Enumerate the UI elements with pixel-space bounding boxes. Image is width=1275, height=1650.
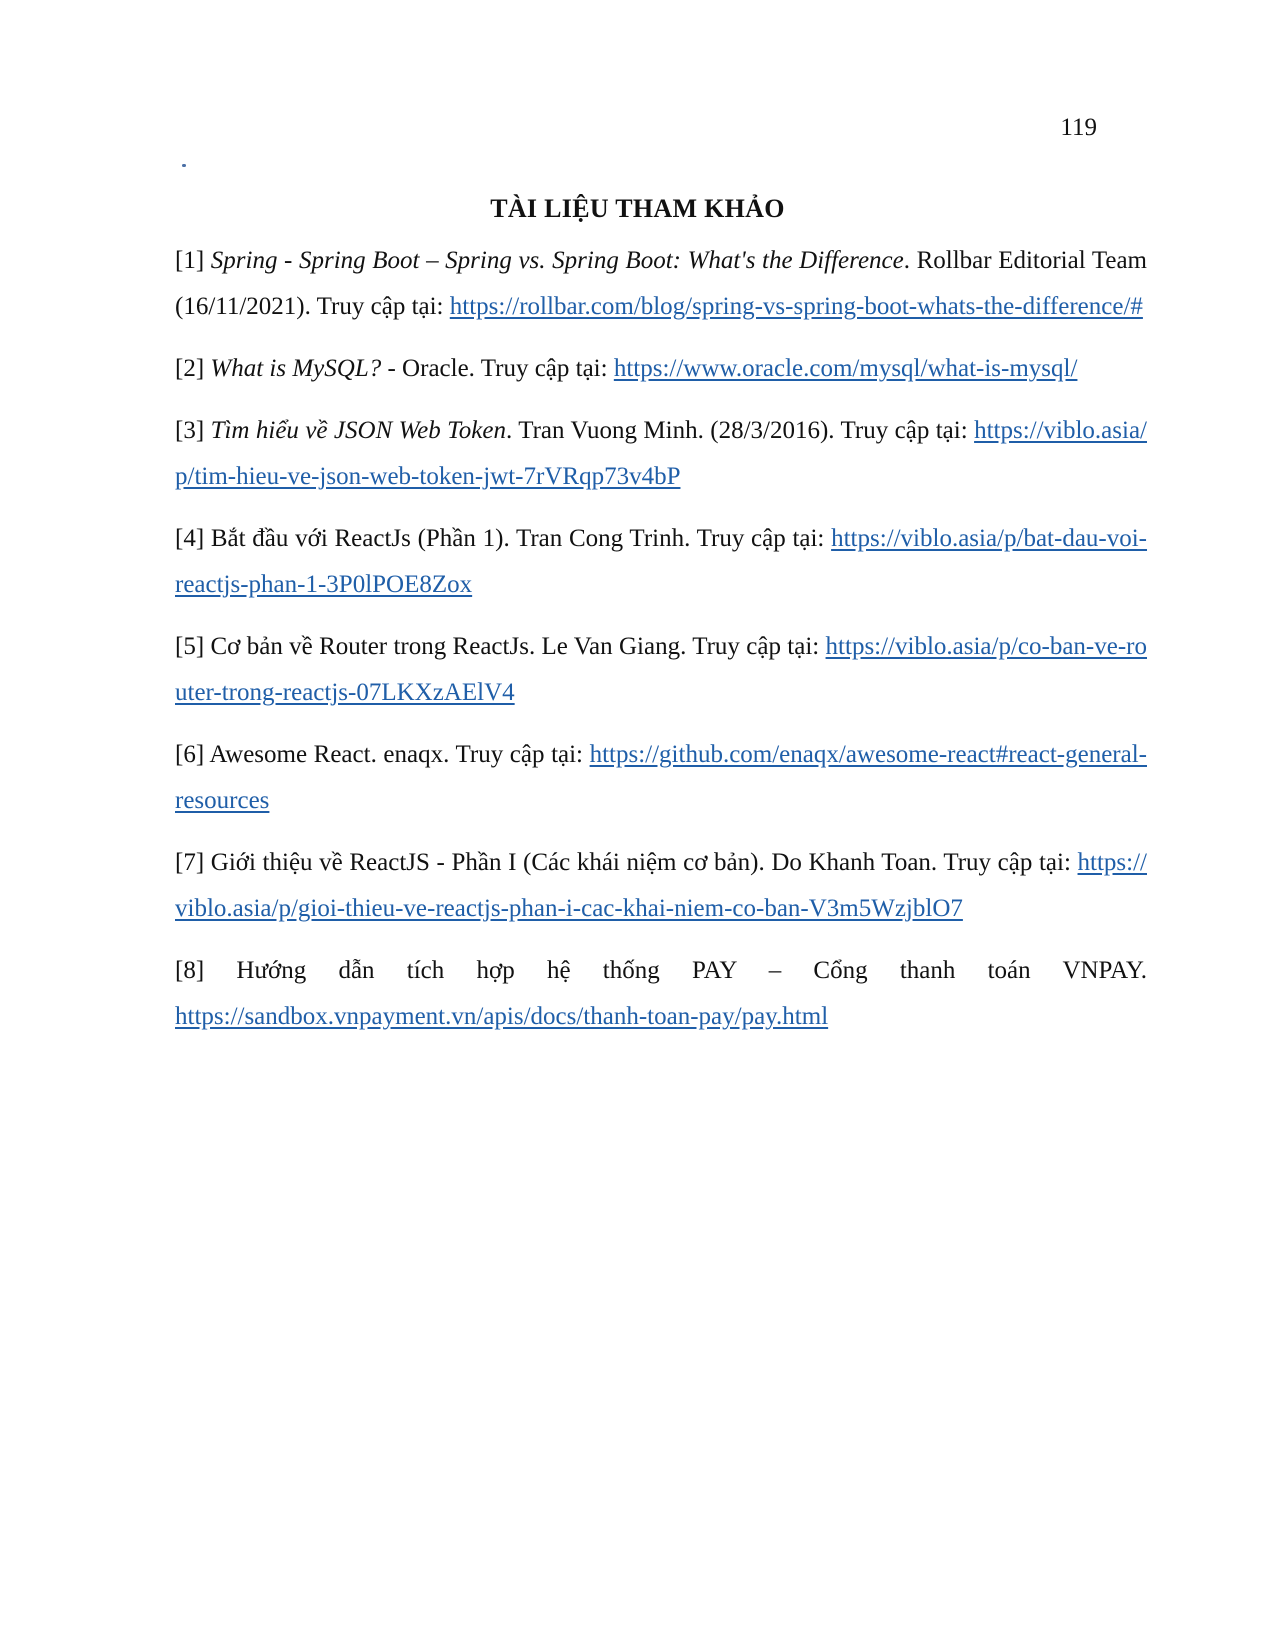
reference-link[interactable]: https://rollbar.com/blog/spring-vs-spring-boot-whats-the-difference/# <box>449 293 1143 320</box>
reference-item-3 <box>175 408 1147 500</box>
reference-item-1 <box>175 238 1147 330</box>
reference-details: . Do Khanh Toan. Truy cập tại: <box>758 849 1078 876</box>
reference-link[interactable]: https://sandbox.vnpayment.vn/apis/docs/thanh-toan-pay/pay.html <box>175 1003 829 1030</box>
reference-link[interactable]: https://viblo.asia/p/tim-hieu-ve-json-web-token-jwt-7rVRqp73v4bP <box>175 417 1147 490</box>
reference-link[interactable]: https://github.com/enaqx/awesome-react#react-general-resources <box>175 741 1147 814</box>
reference-title: Awesome React <box>209 741 371 768</box>
reference-details: - Oracle. Truy cập tại: <box>381 355 614 382</box>
reference-details: . Rollbar Editorial Team (16/11/2021). Truy cập tại: <box>175 247 1147 320</box>
page-number: 119 <box>1060 114 1097 141</box>
reference-item-7 <box>175 840 1147 932</box>
reference-title: Cơ bản về Router trong ReactJs <box>210 633 529 660</box>
reference-index: [6] <box>175 741 205 768</box>
reference-link[interactable]: https://viblo.asia/p/bat-dau-voi-reactjs-phan-1-3P0lPOE8Zox <box>175 525 1148 598</box>
reference-item-8 <box>175 948 1147 1040</box>
reference-item-5 <box>175 624 1147 716</box>
reference-title: Bắt đầu với ReactJs (Phần 1) <box>210 525 504 552</box>
references-heading: TÀI LIỆU THAM KHẢO <box>490 194 785 223</box>
reference-details: . <box>1140 957 1147 984</box>
reference-details: . Le Van Giang. Truy cập tại: <box>528 633 826 660</box>
reference-link[interactable]: https://www.oracle.com/mysql/what-is-mysql/ <box>613 355 1078 382</box>
reference-list <box>175 238 1147 1056</box>
reference-index: [4] <box>175 525 205 552</box>
reference-title: Spring - Spring Boot – Spring vs. Spring Boot: What's the Difference <box>210 247 904 274</box>
reference-title: Giới thiệu về ReactJS - Phần I (Các khái niệm cơ bản) <box>210 849 759 876</box>
reference-index: [2] <box>175 355 205 382</box>
reference-index: [1] <box>175 247 205 274</box>
reference-details: . enaqx. Truy cập tại: <box>370 741 590 768</box>
reference-index: [3] <box>175 417 205 444</box>
reference-link[interactable]: https://viblo.asia/p/gioi-thieu-ve-reactjs-phan-i-cac-khai-niem-co-ban-V3m5WzjblO7 <box>175 849 1147 922</box>
reference-item-4 <box>175 516 1147 608</box>
reference-title: Tìm hiểu về JSON Web Token <box>210 417 506 444</box>
reference-link[interactable]: https://viblo.asia/p/co-ban-ve-router-trong-reactjs-07LKXzAElV4 <box>175 633 1147 706</box>
reference-details: . Tran Cong Trinh. Truy cập tại: <box>503 525 832 552</box>
stray-mark <box>182 164 186 167</box>
reference-index: [8] <box>175 957 205 984</box>
reference-details: . Tran Vuong Minh. (28/3/2016). Truy cập tại: <box>506 417 975 444</box>
reference-index: [7] <box>175 849 205 876</box>
reference-title: Hướng dẫn tích hợp hệ thống PAY – Cổng thanh toán VNPAY <box>236 957 1141 984</box>
reference-index: [5] <box>175 633 205 660</box>
reference-title: What is MySQL? <box>210 355 382 382</box>
reference-item-2 <box>175 346 1147 392</box>
reference-item-6 <box>175 732 1147 824</box>
reference-heading-line <box>175 948 1147 994</box>
